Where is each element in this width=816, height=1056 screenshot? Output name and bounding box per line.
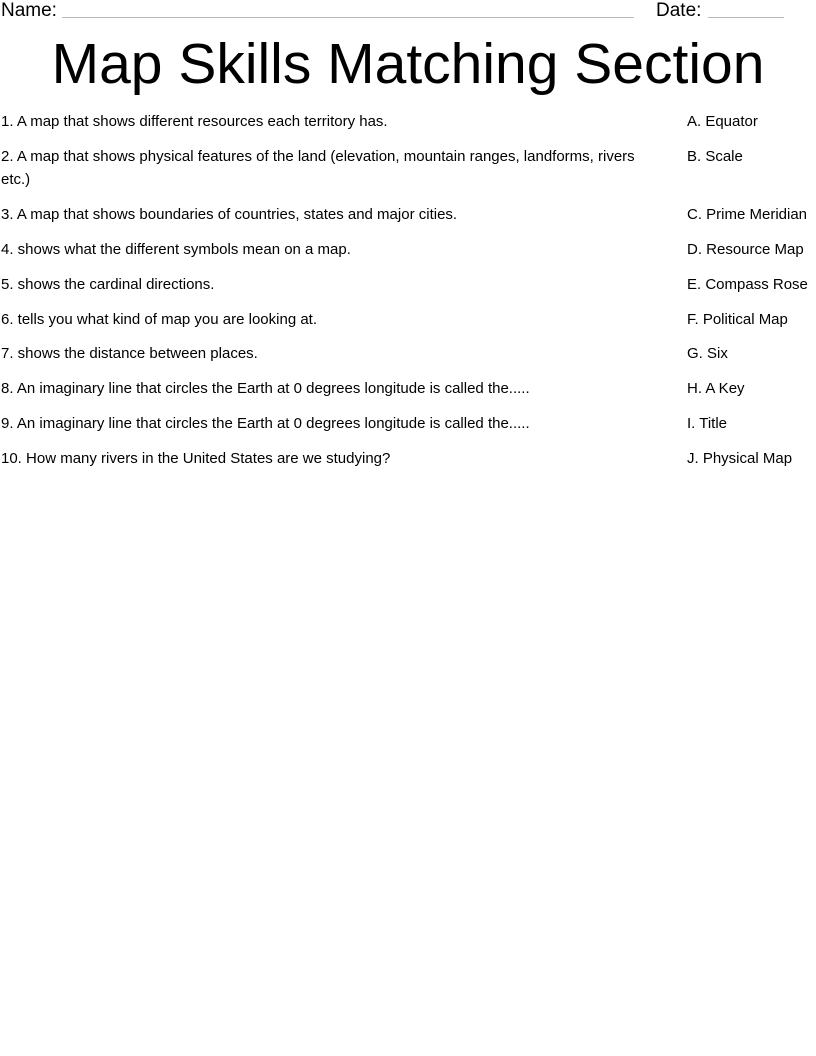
answer-item: A. Equator <box>687 113 758 130</box>
answer-item: D. Resource Map <box>687 241 804 258</box>
answer-item: C. Prime Meridian <box>687 206 808 223</box>
question-item: 7. shows the distance between places. <box>1 345 258 362</box>
question-item: 2. A map that shows physical features of the land (elevation, mountain ranges, landforms, rivers etc.) <box>1 148 635 188</box>
name-blank-line <box>62 17 634 18</box>
page-title: Map Skills Matching Section <box>51 32 765 96</box>
question-item: 10. How many rivers in the United States are we studying? <box>1 450 391 467</box>
answer-item: F. Political Map <box>687 311 788 328</box>
question-item: 1. A map that shows different resources each territory has. <box>1 113 388 130</box>
answer-item: G. Six <box>687 345 728 362</box>
date-label: Date: <box>656 0 702 21</box>
name-label: Name: <box>1 0 57 21</box>
question-item: 5. shows the cardinal directions. <box>1 276 215 293</box>
question-item: 9. An imaginary line that circles the Earth at 0 degrees longitude is called the..... <box>1 415 530 432</box>
answer-item: J. Physical Map <box>687 450 793 467</box>
answer-item: I. Title <box>687 415 728 432</box>
question-item: 4. shows what the different symbols mean on a map. <box>1 241 351 258</box>
answer-item: H. A Key <box>687 380 745 397</box>
question-item: 8. An imaginary line that circles the Earth at 0 degrees longitude is called the..... <box>1 380 530 397</box>
question-item: 6. tells you what kind of map you are looking at. <box>1 311 318 328</box>
answer-item: B. Scale <box>687 148 743 165</box>
date-blank-line <box>708 17 784 18</box>
worksheet-header <box>0 0 816 22</box>
answer-item: E. Compass Rose <box>687 276 808 293</box>
question-item: 3. A map that shows boundaries of countries, states and major cities. <box>1 206 458 223</box>
